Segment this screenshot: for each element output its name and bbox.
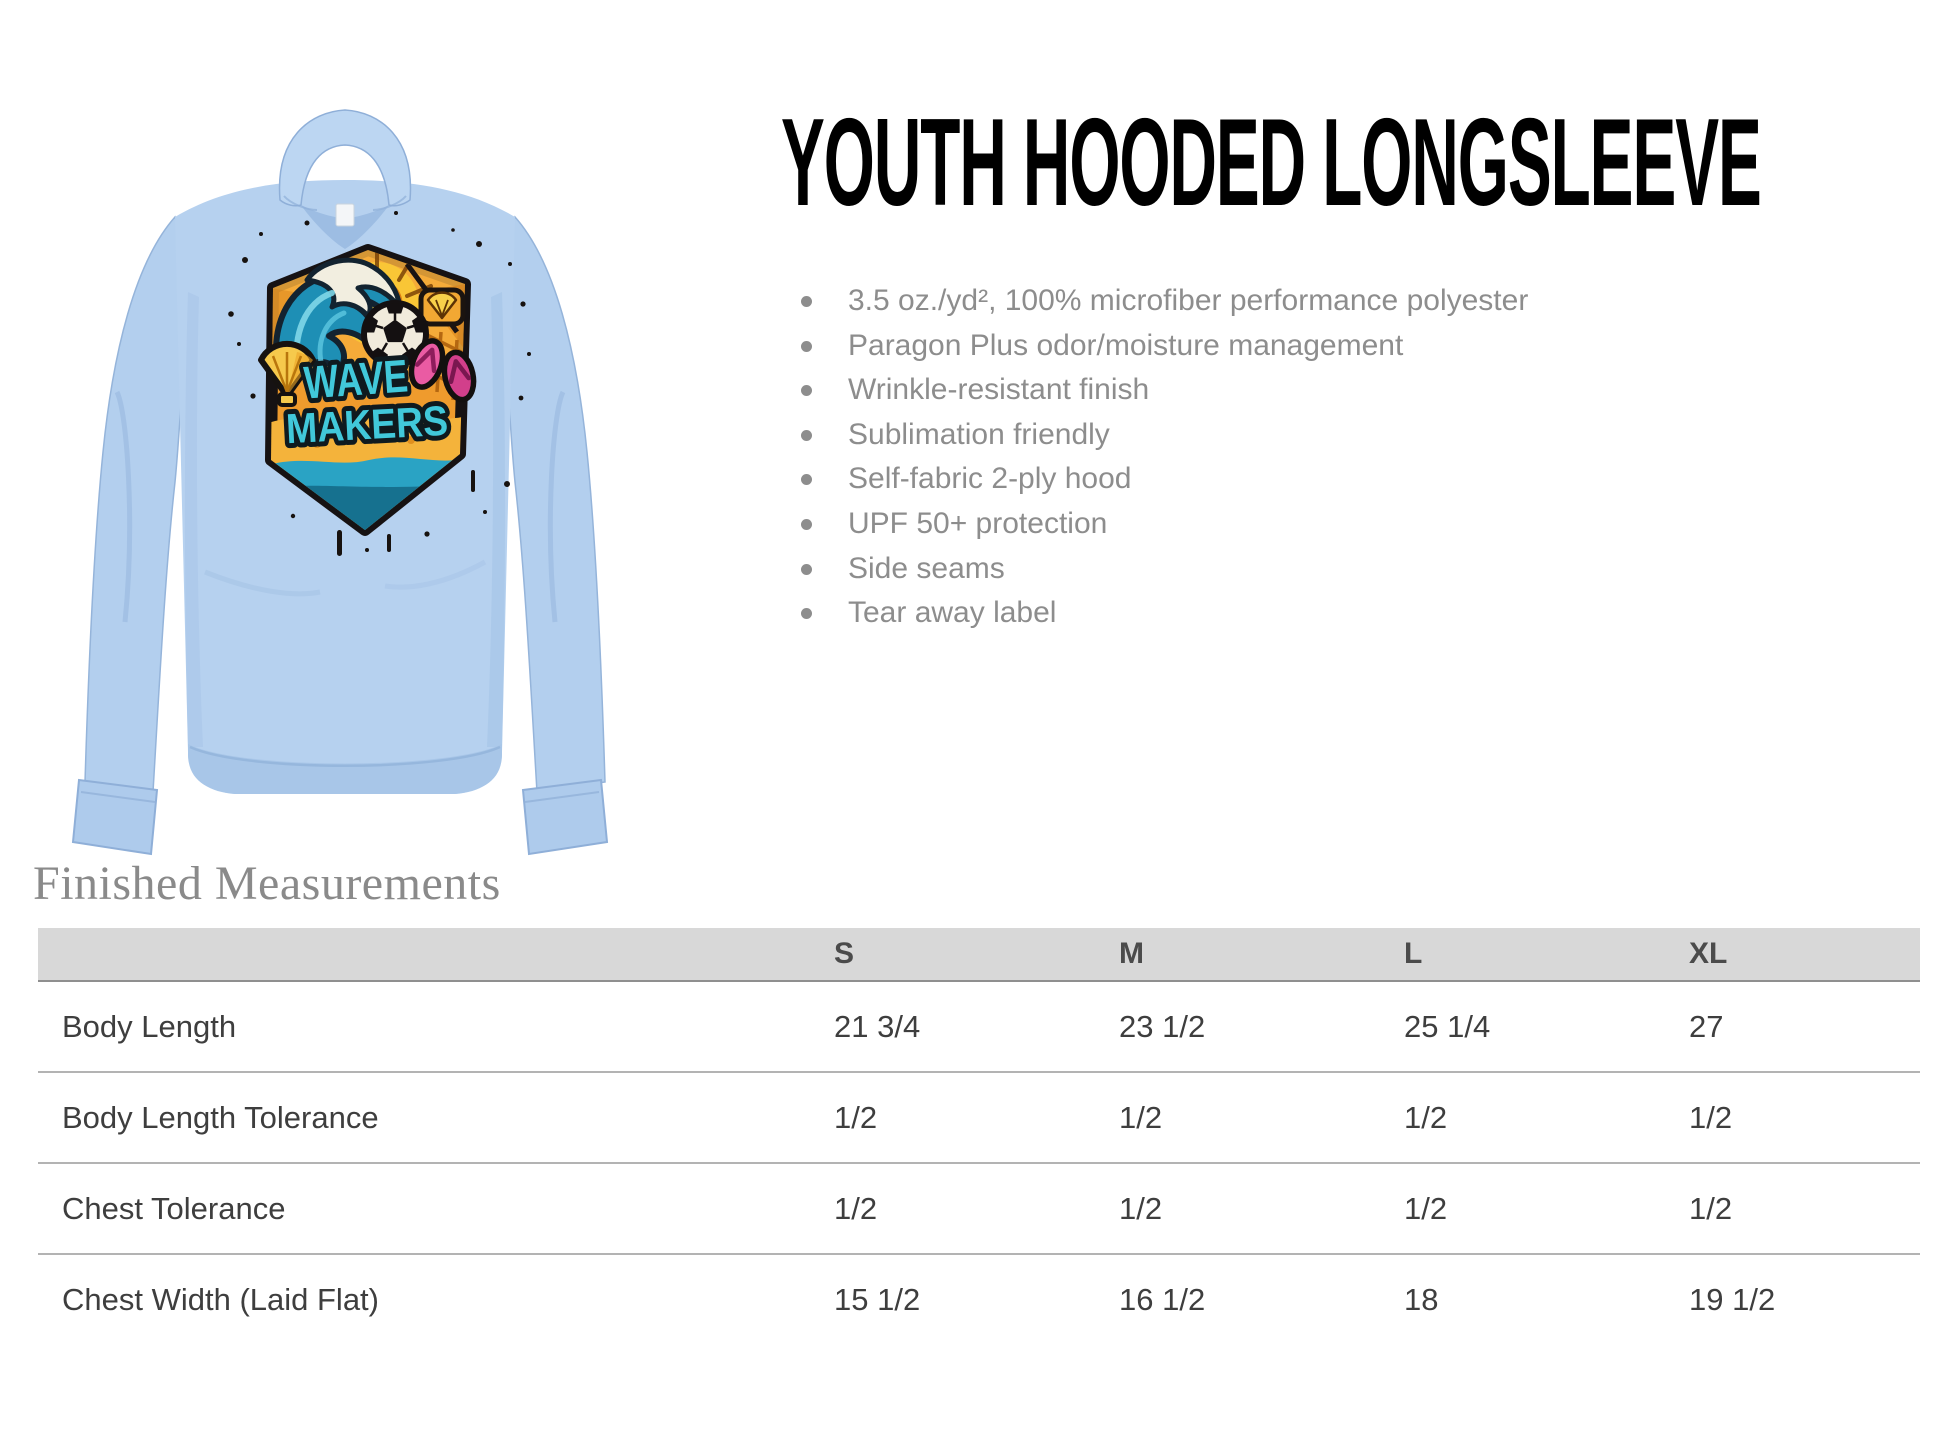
cell-value: 1/2 [1665, 1072, 1920, 1163]
cell-value: 21 3/4 [810, 981, 1095, 1072]
cell-value: 1/2 [810, 1163, 1095, 1254]
feature-item: 3.5 oz./yd², 100% microfiber performance polyester [801, 279, 1528, 324]
product-image [55, 92, 625, 872]
measurements-heading: Finished Measurements [33, 857, 501, 910]
cell-value: 19 1/2 [1689, 1281, 1776, 1317]
size-column-s: S [810, 928, 1095, 981]
cell-value: 18 [1404, 1281, 1439, 1317]
feature-item: Sublimation friendly [801, 413, 1528, 458]
cell-value: 15 1/2 [834, 1281, 921, 1317]
neck-tag [336, 204, 354, 226]
row-label: Chest Width (Laid Flat) [62, 1281, 379, 1317]
cell-value: 16 1/2 [1119, 1281, 1206, 1317]
feature-item: Tear away label [801, 591, 1528, 636]
feature-item: Paragon Plus odor/moisture management [801, 324, 1528, 369]
row-label: Body Length Tolerance [38, 1072, 810, 1163]
cell-value: 23 1/2 [1095, 981, 1380, 1072]
badge-text-makers: MAKERS [284, 395, 470, 453]
cell-value: 1/2 [1380, 1072, 1665, 1163]
product-title: YOUTH HOODED LONGSLEEVE [781, 94, 1761, 232]
size-column-m: M [1095, 928, 1380, 981]
feature-item: Side seams [801, 547, 1528, 592]
size-column-xl: XL [1665, 928, 1920, 981]
measurements-table [38, 928, 1920, 1344]
cell-value: 1/2 [810, 1072, 1095, 1163]
row-label: Body Length [38, 981, 810, 1072]
table-row [38, 1163, 1920, 1254]
shell-chip-icon [421, 290, 463, 324]
size-column-corner [38, 928, 810, 981]
table-row [38, 981, 1920, 1072]
size-column-l: L [1380, 928, 1665, 981]
feature-list [801, 279, 1528, 636]
table-row [38, 1072, 1920, 1163]
cell-value: 25 1/4 [1380, 981, 1665, 1072]
cell-value: 1/2 [1095, 1163, 1380, 1254]
table-header-row [38, 928, 1920, 981]
cell-value: 1/2 [1095, 1072, 1380, 1163]
feature-item: UPF 50+ protection [801, 502, 1528, 547]
feature-item: Wrinkle-resistant finish [801, 368, 1528, 413]
shirt-graphic [55, 92, 625, 872]
badge-text-wave: WAVE [302, 347, 438, 409]
feature-item: Self-fabric 2-ply hood [801, 457, 1528, 502]
cell-value: 1/2 [1665, 1163, 1920, 1254]
row-label: Chest Tolerance [38, 1163, 810, 1254]
cell-value: 27 [1665, 981, 1920, 1072]
table-row [38, 1254, 1920, 1344]
cell-value: 1/2 [1380, 1163, 1665, 1254]
